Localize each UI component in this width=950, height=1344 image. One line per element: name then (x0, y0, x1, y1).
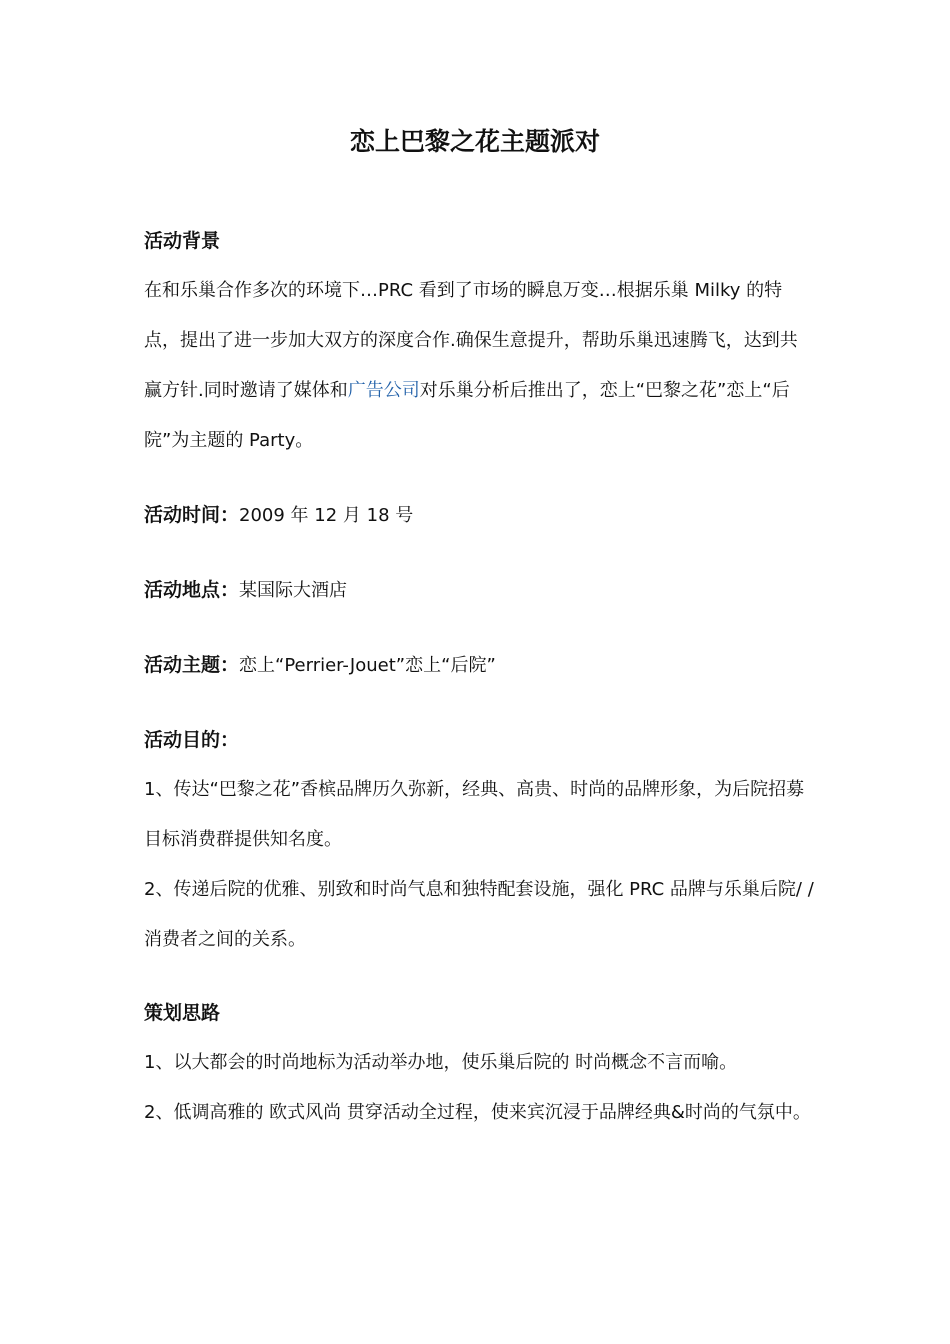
location-row (144, 575, 814, 606)
background-text-part1: 在和乐巢合作多次的环境下…PRC 看到了市场的瞬息万变…根据乐巢 Milky 的特点，提出了进一步加大双方的深度合作.确保生意提升，帮助乐巢迅速腾飞，达到共赢方针.同时邀请了媒体和 (144, 280, 798, 401)
purpose-section (144, 725, 814, 755)
purpose-item: 2、传递后院的优雅、别致和时尚气息和独特配套设施，强化 PRC 品牌与乐巢后院/ / 消费者之间的关系。 (144, 879, 814, 950)
theme-row (144, 650, 814, 681)
page-title: 恋上巴黎之花主题派对 (349, 127, 600, 156)
planning-list (144, 1038, 814, 1138)
time-value: 2009 年 12 月 18 号 (239, 505, 414, 526)
background-heading: 活动背景 (144, 230, 221, 252)
planning-heading: 策划思路 (144, 1002, 221, 1024)
advertising-company-link[interactable]: 广告公司 (347, 380, 420, 401)
purpose-item: 1、传达“巴黎之花”香槟品牌历久弥新，经典、高贵、时尚的品牌形象，为后院招募目标消费群提供知名度。 (144, 779, 805, 850)
purpose-heading: 活动目的： (144, 729, 240, 751)
time-label: 活动时间： (144, 504, 240, 526)
planning-section (144, 998, 814, 1028)
planning-item: 1、以大都会的时尚地标为活动举办地，使乐巢后院的 时尚概念不言而喻。 (144, 1052, 738, 1073)
time-row (144, 500, 814, 531)
background-section (144, 226, 814, 256)
theme-label: 活动主题： (144, 654, 240, 676)
purpose-list (144, 765, 814, 965)
background-paragraph (144, 266, 814, 466)
planning-item: 2、低调高雅的 欧式风尚 贯穿活动全过程，使来宾沉浸于品牌经典&时尚的气氛中。 (144, 1102, 811, 1123)
location-label: 活动地点： (144, 579, 240, 601)
location-value: 某国际大酒店 (239, 580, 348, 601)
background-text-part2: 对乐巢分析后推出了，恋上“巴黎之花”恋上“后院”为主题的 Party。 (144, 380, 790, 451)
theme-value: 恋上“Perrier-Jouet”恋上“后院” (239, 655, 496, 676)
